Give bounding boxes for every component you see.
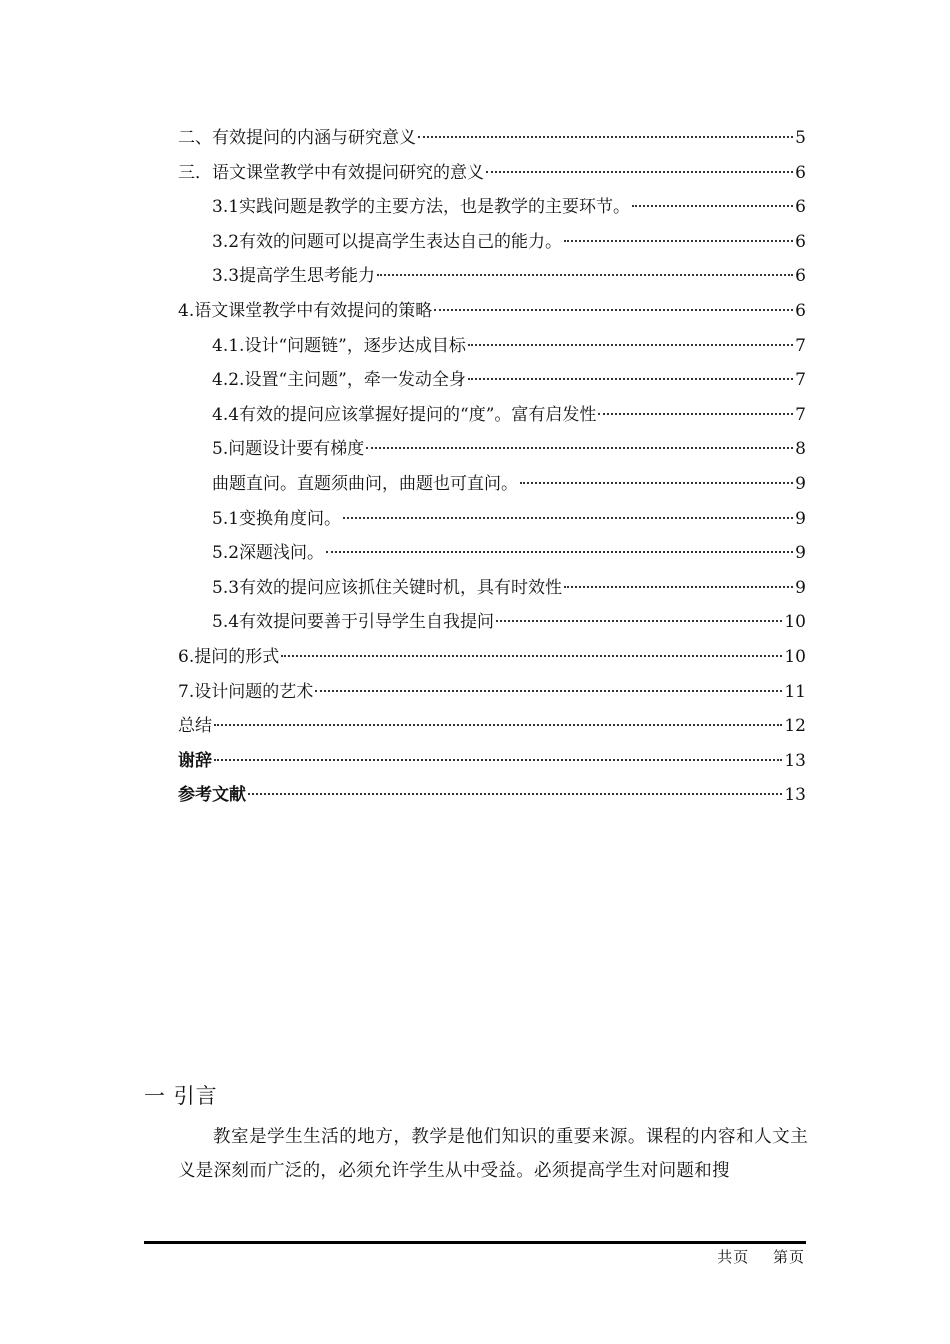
toc-entry-title: 3.1实践问题是教学的主要方法，也是教学的主要环节。 [212, 197, 631, 218]
toc-entry-title: 3.2有效的问题可以提高学生表达自己的能力。 [212, 231, 563, 252]
toc-entry[interactable] [178, 744, 806, 779]
toc-entry[interactable] [178, 190, 806, 225]
toc-entry[interactable] [178, 259, 806, 294]
section-heading-introduction: 一 引言 [144, 1084, 218, 1108]
toc-dot-leader [377, 274, 793, 276]
toc-dot-leader [598, 413, 793, 415]
toc-entry-title: 二、有效提问的内涵与研究意义 [178, 128, 416, 148]
toc-entry[interactable] [178, 675, 806, 710]
toc-dot-leader [564, 586, 793, 588]
toc-dot-leader [434, 309, 793, 311]
toc-entry-title: 4.2.设置“主问题”，牵一发动全身 [212, 370, 466, 391]
toc-page-number: 12 [784, 716, 806, 737]
toc-entry[interactable] [178, 398, 806, 433]
toc-entry[interactable] [178, 536, 806, 571]
toc-dot-leader [343, 517, 793, 519]
toc-entry-title: 4.4有效的提问应该掌握好提问的“度”。富有启发性 [212, 404, 597, 425]
toc-dot-leader [468, 344, 793, 346]
total-pages-label: 共页 [717, 1248, 750, 1266]
toc-dot-leader [564, 240, 793, 242]
toc-dot-leader [632, 205, 793, 207]
toc-entry-title: 5.1变换角度问。 [212, 508, 342, 529]
toc-dot-leader [315, 690, 782, 692]
toc-dot-leader [486, 171, 793, 173]
toc-entry[interactable] [178, 571, 806, 606]
toc-page-number: 8 [795, 439, 806, 460]
toc-entry-title: 总结 [178, 716, 212, 737]
toc-entry[interactable] [178, 329, 806, 364]
toc-entry[interactable] [178, 432, 806, 467]
toc-page-number: 13 [784, 750, 806, 771]
toc-entry-title: 5.2深题浅问。 [212, 543, 325, 564]
toc-page-number: 11 [784, 681, 806, 702]
table-of-contents [178, 121, 806, 813]
toc-entry-title: 5.问题设计要有梯度 [212, 439, 365, 460]
toc-page-number: 5 [795, 128, 806, 148]
toc-dot-leader [520, 482, 793, 484]
footer-divider [144, 1241, 806, 1244]
toc-page-number: 10 [784, 612, 806, 633]
toc-page-number: 6 [795, 300, 806, 321]
current-page-label: 第页 [772, 1248, 805, 1266]
toc-page-number: 9 [795, 473, 806, 494]
toc-page-number: 9 [795, 508, 806, 529]
toc-entry-title: 4.语文课堂教学中有效提问的策略 [178, 300, 433, 321]
toc-entry-title: 5.3有效的提问应该抓住关键时机，具有时效性 [212, 577, 563, 598]
toc-entry[interactable] [178, 502, 806, 537]
toc-page-number: 7 [795, 404, 806, 425]
toc-page-number: 9 [795, 577, 806, 598]
toc-page-number: 9 [795, 543, 806, 564]
toc-entry-title: 3.3提高学生思考能力 [212, 266, 376, 287]
toc-page-number: 7 [795, 370, 806, 391]
toc-page-number: 7 [795, 335, 806, 356]
page-footer [717, 1246, 805, 1267]
toc-entry[interactable] [178, 156, 806, 191]
toc-page-number: 6 [795, 197, 806, 218]
toc-entry-title: 6.提问的形式 [178, 646, 280, 667]
toc-dot-leader [214, 759, 782, 761]
toc-entry[interactable] [178, 709, 806, 744]
toc-dot-leader [281, 655, 782, 657]
toc-dot-leader [326, 551, 793, 553]
toc-entry[interactable] [178, 467, 806, 502]
toc-page-number: 6 [795, 231, 806, 252]
toc-entry-title: 参考文献 [178, 785, 246, 806]
toc-dot-leader [214, 724, 782, 726]
toc-entry-title: 曲题直问。直题须曲问，曲题也可直问。 [212, 473, 518, 494]
toc-entry-title: 谢辞 [178, 750, 212, 771]
toc-dot-leader [248, 793, 782, 795]
toc-entry[interactable] [178, 121, 806, 156]
introduction-paragraph: 教室是学生生活的地方，教学是他们知识的重要来源。课程的内容和人文主义是深刻而广泛的，必须允许学生从中受益。必须提高学生对问题和搜 [178, 1127, 808, 1181]
toc-entry[interactable] [178, 363, 806, 398]
toc-entry[interactable] [178, 294, 806, 329]
toc-entry[interactable] [178, 640, 806, 675]
toc-dot-leader [366, 447, 793, 449]
toc-entry[interactable] [178, 225, 806, 260]
toc-page-number: 10 [784, 646, 806, 667]
toc-entry-title: 7.设计问题的艺术 [178, 681, 314, 702]
toc-page-number: 6 [795, 266, 806, 287]
toc-dot-leader [468, 378, 793, 380]
toc-entry-title: 5.4有效提问要善于引导学生自我提问 [212, 612, 495, 633]
toc-entry-title: 4.1.设计“问题链”，逐步达成目标 [212, 335, 466, 356]
toc-entry[interactable] [178, 605, 806, 640]
toc-page-number: 13 [784, 785, 806, 806]
toc-page-number: 6 [795, 162, 806, 183]
toc-dot-leader [418, 136, 793, 138]
toc-entry-title: 三．语文课堂教学中有效提问研究的意义 [178, 162, 484, 183]
toc-entry[interactable] [178, 778, 806, 813]
toc-dot-leader [496, 620, 782, 622]
